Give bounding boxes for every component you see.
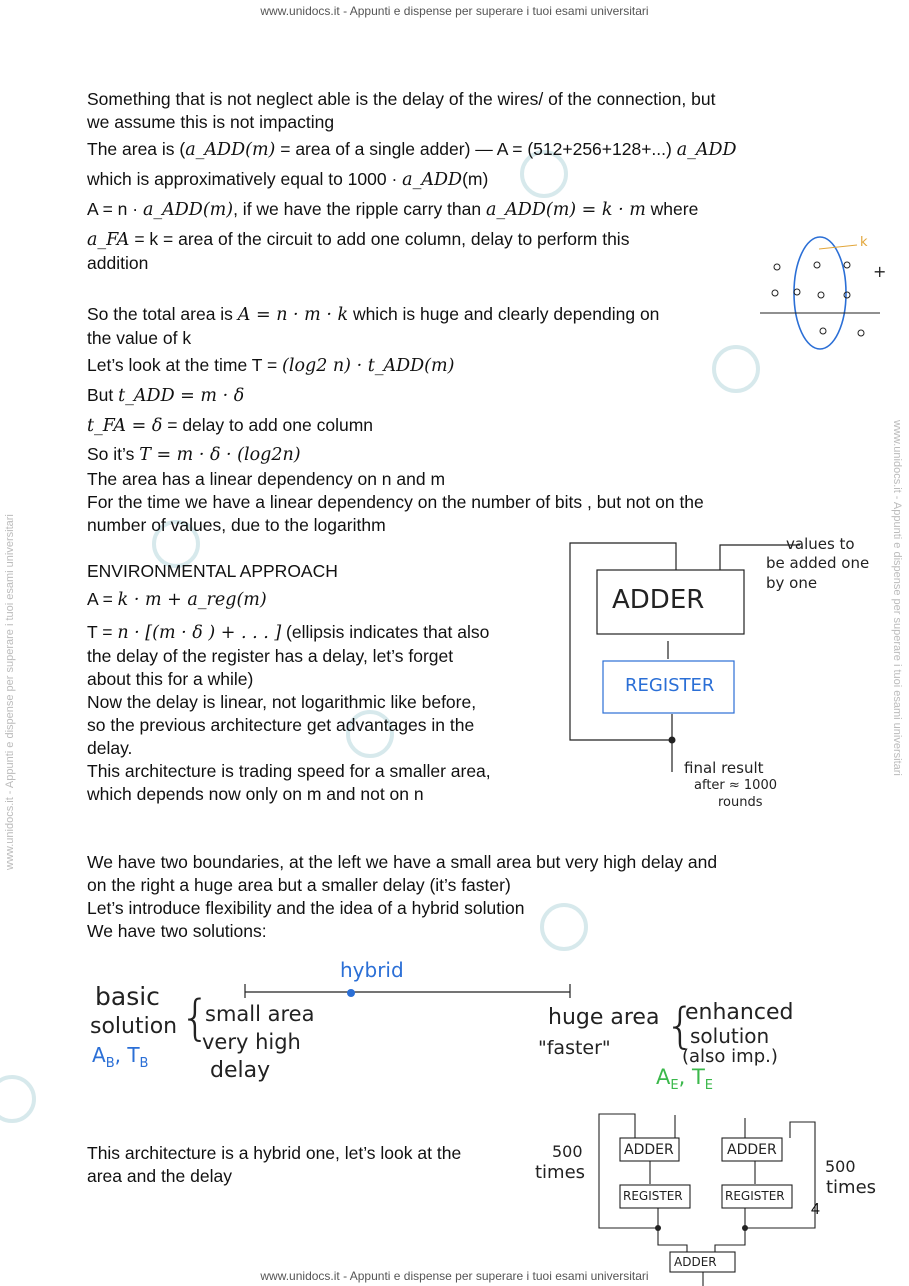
ellipse-sketch <box>755 235 885 355</box>
math-span: t_FA = δ <box>87 416 163 436</box>
faster-label: "faster" <box>538 1037 611 1059</box>
solution-scale-diagram <box>240 980 580 1000</box>
text-span: So it’s <box>87 444 140 464</box>
text-line: addition <box>87 253 149 273</box>
times-right: 500 <box>825 1157 856 1176</box>
hybrid-adder-bottom: ADDER <box>674 1255 717 1269</box>
math-span: a_ADD <box>676 140 737 160</box>
brace-left-icon: { <box>180 990 211 1046</box>
text-line: about this for a while) <box>87 669 254 689</box>
text-span: A = <box>87 589 118 609</box>
basic-sub-tb: B <box>139 1056 149 1071</box>
text-line <box>87 198 698 222</box>
text-line <box>87 228 629 252</box>
huge-area-label: huge area <box>548 1005 660 1030</box>
text-line: Now the delay is linear, not logarithmic like before, <box>87 692 477 712</box>
text-span: (ellipsis indicates that also <box>281 622 490 642</box>
result-note: after ≈ 1000 <box>694 778 777 793</box>
small-area-label: delay <box>210 1058 271 1083</box>
small-area-label: very high <box>202 1030 301 1054</box>
text-span: So the total area is <box>87 304 238 324</box>
hybrid-label: hybrid <box>340 958 404 982</box>
text-span: which is approximatively equal to 1000 · <box>87 169 403 189</box>
basic-label: basic <box>95 982 160 1011</box>
math-span: T = m · δ · (log2n) <box>139 445 301 465</box>
text-span: T = <box>87 622 118 642</box>
text-line: we assume this is not impacting <box>87 112 335 132</box>
watermark-logo-icon <box>0 1075 36 1123</box>
text-line <box>87 168 488 192</box>
math-span: (log2 n) · t_ADD(m) <box>282 356 455 376</box>
hybrid-register-right: REGISTER <box>725 1189 785 1203</box>
text-span: = delay to add one column <box>162 415 374 435</box>
enh-sep: , T <box>678 1065 705 1089</box>
text-line: delay. <box>87 738 133 758</box>
enhanced-label: enhanced <box>685 1000 794 1025</box>
text-line: the value of k <box>87 328 192 348</box>
text-line <box>87 138 737 162</box>
text-line: on the right a huge area but a smaller delay (it’s faster) <box>87 875 511 895</box>
basic-ab-tb <box>92 1043 148 1071</box>
side-watermark-right: www.unidocs.it - Appunti e dispense per superare i tuoi esami universitari <box>891 420 903 776</box>
text-line: We have two solutions: <box>87 921 267 941</box>
times-left: 500 <box>552 1142 583 1161</box>
header-watermark: www.unidocs.it - Appunti e dispense per superare i tuoi esami universitari <box>260 4 649 18</box>
text-span: A = n · <box>87 199 143 219</box>
math-span: t_ADD = m · δ <box>118 386 245 406</box>
text-line: Something that is not neglect able is the delay of the wires/ of the connection, but <box>87 89 716 109</box>
math-span: k · m + a_reg(m) <box>117 590 267 610</box>
enhanced-label: (also imp.) <box>682 1046 778 1067</box>
times-left: times <box>535 1162 586 1183</box>
text-span: Let’s look at the time T = <box>87 355 283 375</box>
text-line <box>87 303 659 327</box>
times-right: times <box>826 1177 877 1198</box>
text-line: The area has a linear dependency on n and m <box>87 469 446 489</box>
side-watermark-left: www.unidocs.it - Appunti e dispense per superare i tuoi esami universitari <box>4 514 16 870</box>
values-note: values to <box>786 535 855 553</box>
enhanced-label: solution <box>690 1024 770 1048</box>
text-line <box>87 354 454 378</box>
text-span: = k = area of the circuit to add one column, delay to perform this <box>129 229 630 249</box>
text-line: We have two boundaries, at the left we have a small area but very high delay and <box>87 852 718 872</box>
basic-label: solution <box>90 1014 178 1039</box>
text-line <box>87 414 373 438</box>
register-box-label: REGISTER <box>625 675 715 696</box>
text-line: so the previous architecture get advantages in the <box>87 715 475 735</box>
text-line: This architecture is a hybrid one, let’s look at the <box>87 1143 462 1163</box>
text-line <box>87 588 267 612</box>
text-span: But <box>87 385 119 405</box>
watermark-logo-icon <box>712 345 760 393</box>
text-line: which depends now only on m and not on n <box>87 784 424 804</box>
enh-sub-e: E <box>670 1078 679 1094</box>
hybrid-adder-left: ADDER <box>624 1142 674 1158</box>
small-area-label: small area <box>205 1002 315 1026</box>
text-line <box>87 443 301 467</box>
watermark-logo-icon <box>540 903 588 951</box>
text-span: which is huge and clearly depending on <box>348 304 660 324</box>
text-line <box>87 384 244 408</box>
values-note: be added one <box>766 554 870 572</box>
text-line: Let’s introduce flexibility and the idea of a hybrid solution <box>87 898 525 918</box>
math-span: a_ADD <box>402 170 463 190</box>
math-span: a_FA <box>87 230 130 250</box>
basic-sub-b: B <box>105 1056 115 1071</box>
text-span: (m) <box>462 169 489 189</box>
math-span: A = n · m · k <box>237 305 349 325</box>
enh-sub-te: E <box>704 1078 713 1094</box>
text-line: This architecture is trading speed for a smaller area, <box>87 761 491 781</box>
enhanced-ae-te <box>656 1065 713 1093</box>
result-note: final result <box>684 759 764 777</box>
hybrid-adder-right: ADDER <box>727 1142 777 1158</box>
section-heading: ENVIRONMENTAL APPROACH <box>87 561 338 581</box>
math-span: a_ADD(m) = k · m <box>485 200 646 220</box>
text-line <box>87 621 489 645</box>
text-span: , if we have the ripple carry than <box>233 199 486 219</box>
text-line: area and the delay <box>87 1166 232 1186</box>
basic-sep: , T <box>114 1043 140 1067</box>
values-note: by one <box>766 574 818 592</box>
footer-watermark: www.unidocs.it - Appunti e dispense per superare i tuoi esami universitari <box>260 1269 649 1283</box>
k-label: k <box>860 235 868 250</box>
brace-right-icon: { <box>665 998 696 1054</box>
text-span: = area of a single adder) — A = (512+256+128+...) <box>275 139 677 159</box>
math-span: n · [(m · δ ) + . . . ] <box>117 623 282 643</box>
text-span: where <box>645 199 699 219</box>
plus-label: + <box>873 262 887 281</box>
text-span: The area is ( <box>87 139 186 159</box>
text-line: For the time we have a linear dependency on the number of bits , but not on the <box>87 492 704 512</box>
text-line: the delay of the register has a delay, let’s forget <box>87 646 454 666</box>
hybrid-register-left: REGISTER <box>623 1189 683 1203</box>
math-span: a_ADD(m) <box>185 140 276 160</box>
basic-a: A <box>92 1043 106 1067</box>
math-span: a_ADD(m) <box>142 200 234 220</box>
result-note: rounds <box>718 795 763 810</box>
adder-box-label: ADDER <box>612 585 705 615</box>
page-number: 4 <box>811 1201 820 1218</box>
enh-a: A <box>656 1065 671 1089</box>
text-line: number of values, due to the logarithm <box>87 515 386 535</box>
